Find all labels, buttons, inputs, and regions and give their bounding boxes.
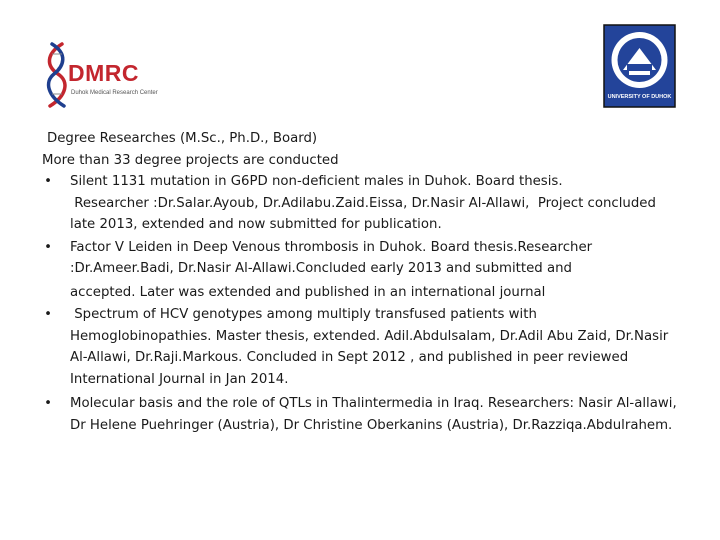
bullet-item-3: [42, 304, 682, 390]
bullet-2-line-2: accepted. Later was extended and published in an international journal: [70, 284, 546, 300]
bullet-1-line-1: Silent 1131 mutation in G6PD non-deficient males in Duhok. Board thesis.: [70, 174, 563, 189]
bullet-1-line-2: Researcher :Dr.Salar.Ayoub, Dr.Adilabu.Zaid.Eissa, Dr.Nasir Al-Allawi, Project concluded late 2013, extended and now submitted for publication.: [70, 195, 661, 232]
bullet-3-text: Spectrum of HCV genotypes among multiply transfused patients with Hemoglobinopathies. Master thesis, extended. Adil.Abdulsalam, Dr.Adil Abu Zaid, Dr.Nasir Al-Allawi, Dr.Raji.Markous. Concluded in Sept 2012 , and published in peer reviewed International Journal in Jan 2014.: [70, 307, 673, 387]
bullet-icon: •: [44, 174, 52, 189]
dmrc-logo: [40, 40, 160, 110]
bullet-2-line-1: Factor V Leiden in Deep Venous thrombosis in Duhok. Board thesis.Researcher :Dr.Ameer.Badi, Dr.Nasir Al-Allawi.Concluded early 2013 and submitted and: [70, 239, 593, 276]
dmrc-subtitle: Duhok Medical Research Center: [71, 90, 158, 96]
dmrc-acronym: DMRC: [68, 60, 139, 86]
bullet-4-text: Molecular basis and the role of QTLs in Thalintermedia in Iraq. Researchers: Nasir Al-allawi, Dr Helene Puehringer (Austria), Dr Christine Oberkanins (Austria), Dr.Razziqa.Abdulrahem.: [70, 396, 677, 433]
bullet-icon: •: [44, 396, 52, 411]
bullet-icon: •: [44, 307, 52, 322]
section-heading: Degree Researches (M.Sc., Ph.D., Board): [47, 131, 318, 146]
bullet-item-1: [42, 171, 682, 236]
bullet-item-4: [42, 393, 682, 436]
bullet-item-2: [42, 237, 682, 304]
bullet-icon: •: [44, 239, 52, 255]
section-subheading: More than 33 degree projects are conducted: [42, 152, 339, 168]
university-seal: [603, 24, 676, 108]
university-caption: UNIVERSITY OF DUHOK: [607, 94, 672, 100]
research-content: [42, 128, 682, 436]
